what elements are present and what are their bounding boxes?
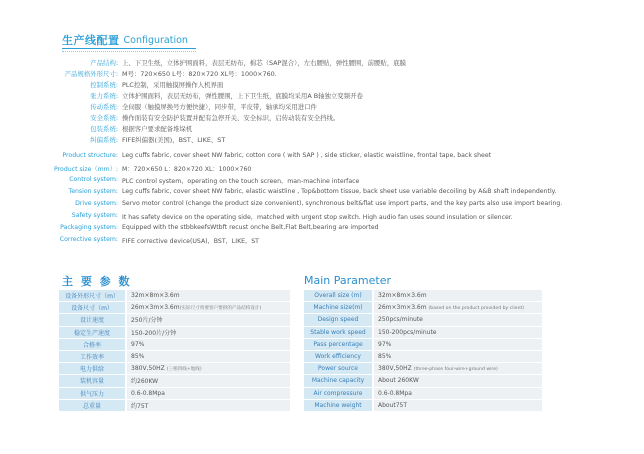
param-value: About 260KW [374, 375, 542, 387]
config-label-en: Product size（mm）: [54, 166, 118, 173]
table-row [59, 290, 290, 302]
config-value-en: M：720×650 L：820×720 XL：1000×760 [122, 166, 252, 173]
table-row [59, 314, 290, 326]
param-key: Work efficiency [304, 350, 372, 362]
config-row [0, 80, 223, 89]
config-row [0, 102, 317, 111]
config-label: 控制系统: [90, 81, 118, 89]
param-key: 合格率 [59, 338, 125, 350]
table-row [304, 290, 542, 302]
config-value-en: Servo motor control (change the product size convenient), synchronous belt&flat use import parts, and the key parts also use import bearing. [122, 200, 563, 207]
param-value: 85% [127, 350, 290, 362]
config-row [0, 124, 192, 133]
table-row [59, 326, 290, 338]
table-row [59, 363, 290, 375]
table-row [59, 399, 290, 411]
param-key: 稳定生产速度 [59, 326, 125, 338]
config-value-en: Leg cuffs fabric, cover sheet NW fabric, elastic waistline , Top&bottom tissue, back sheet use variable decoiling by A&B shaft independently. [122, 188, 557, 195]
config-label: 传动系统: [90, 103, 118, 111]
param-value: 250片/分钟 [127, 314, 290, 326]
config-row-en [0, 152, 491, 159]
table-row [304, 350, 542, 362]
config-row [0, 69, 277, 78]
param-key: Air compressure [304, 387, 372, 399]
table-row [304, 399, 542, 411]
header-title-cn: 生产线配置 [62, 34, 120, 47]
config-value-en: It has safety device on the operating side，matched with urgent stop switch. High audio fan uses sound insulation or silencer. [122, 214, 513, 221]
config-label-en: Drive system: [75, 200, 118, 207]
config-value: 根据客户要求配备堆垛机 [122, 125, 193, 133]
param-value: 约260KW [127, 375, 290, 387]
config-label-en: Control system: [69, 176, 118, 183]
table-row [304, 326, 542, 338]
config-row-en [0, 224, 379, 231]
param-value: 380V,50HZ (three-phase four-wire+ground wire) [374, 363, 542, 375]
config-value: M号：720×650 L号：820×720 XL号：1000×760. [122, 70, 277, 78]
config-row-en [0, 188, 556, 195]
config-label: 纠偏系统: [90, 136, 118, 144]
param-value: 26m×3m×3.6m(实际尺寸将要客户要供的产品结构设计) [127, 302, 290, 314]
config-value: FIFE纠偏器(美国)，BST、LIKE、ST [122, 136, 226, 144]
table-row [304, 314, 542, 326]
config-value-en: PLC control system，operating on the touch screen，man-machine interface [122, 178, 360, 185]
section-header [62, 30, 188, 50]
param-value: 97% [374, 338, 542, 350]
header-dotted-line [62, 51, 196, 52]
config-value: 全伺服（触摸屏换号方便快捷），同步带，平皮带，轴承均采用进口件 [122, 103, 317, 111]
param-key: 装机容量 [59, 375, 125, 387]
config-label-en: Packaging system: [60, 224, 118, 231]
table-row [304, 387, 542, 399]
table-row [59, 338, 290, 350]
main-parameter-table-cn [59, 290, 290, 412]
config-row-en [0, 236, 259, 245]
param-value: 85% [374, 350, 542, 362]
param-value: 26m×3m×3.6m (based on the product provided by client) [374, 302, 542, 314]
config-row [0, 135, 225, 144]
config-label-en: Product structure: [62, 152, 118, 159]
config-value: 操作面装有安全防护装置并配有急停开关、安全标识，启传动装有安全挡线。 [122, 114, 340, 122]
param-value: About75T [374, 399, 542, 411]
param-key: 设备外形尺寸（m） [59, 290, 125, 302]
param-key: Stable work speed [304, 326, 372, 338]
config-value: PLC控制，采用触摸屏操作人机界面 [122, 81, 224, 89]
config-row [0, 58, 406, 67]
param-key: Machine capacity [304, 375, 372, 387]
table-row [59, 302, 290, 314]
config-row-en [0, 176, 359, 185]
config-label: 张力系统: [90, 92, 118, 100]
main-parameter-title-cn: 主 要 参 数 [62, 275, 132, 288]
table-row [59, 375, 290, 387]
param-value: 380V,50HZ (三相四线+地线) [127, 363, 290, 375]
config-row [0, 91, 363, 100]
param-key: Overall size (m) [304, 290, 372, 302]
param-key: Machine weight [304, 399, 372, 411]
param-value: 32m×8m×3.6m [374, 290, 542, 302]
config-label: 产品结构: [90, 59, 118, 67]
main-parameter-table-en [304, 290, 542, 412]
param-key: Power source [304, 363, 372, 375]
table-row [304, 375, 542, 387]
config-row-en [0, 200, 562, 207]
param-key: 工作效率 [59, 350, 125, 362]
param-key: 设计速度 [59, 314, 125, 326]
param-key: Pass percentage [304, 338, 372, 350]
param-value: 约75T [127, 399, 290, 411]
param-key: Design speed [304, 314, 372, 326]
config-value-en: Leg cuffs fabric, cover sheet NW fabric, cotton core ( with SAP ) , side sticker, elastic waistline, frontal tape, back sheet [122, 152, 492, 159]
header-underline [62, 48, 196, 49]
config-label: 安全系统: [90, 114, 118, 122]
config-label: 产品规格外形尺寸: [64, 70, 118, 78]
param-key: Machine size(m) [304, 302, 372, 314]
config-value-en: FIFE corrective device(USA)，BST，LIKE，ST [122, 238, 259, 245]
config-value-en: Equipped with the stbbkeefsWtbft recust onche Belt,Flat Belt,bearing are imported [122, 224, 379, 231]
param-value: 150-200pcs/minute [374, 326, 542, 338]
config-value: 立体护围面料，表层无纺布，弹性腰围，上下卫生纸，底膜均采用A B轴独立变频开卷 [122, 92, 363, 100]
param-value: 32m×8m×3.6m [127, 290, 290, 302]
config-label-en: Safety system: [71, 212, 118, 219]
param-value: 250pcs/minute [374, 314, 542, 326]
config-label-en: Tension system: [68, 188, 118, 195]
table-row [304, 363, 542, 375]
table-row [59, 350, 290, 362]
config-row-en [0, 164, 251, 173]
param-value: 0.6-0.8Mpa [374, 387, 542, 399]
main-parameter-title-en: Main Parameter [304, 274, 391, 287]
config-label: 包装系统: [90, 125, 118, 133]
config-row-en [0, 212, 513, 221]
config-row [0, 113, 339, 122]
param-key: 电力供给 [59, 363, 125, 375]
param-key: 设备尺寸（m） [59, 302, 125, 314]
config-value: 上、下卫生纸，立体护围面料，表层无纺布，棉芯（SAP混合），左右腰贴，弹性腰围，前腰贴，底膜 [122, 59, 406, 67]
table-row [59, 387, 290, 399]
param-value: 150-200片/分钟 [127, 326, 290, 338]
table-row [304, 338, 542, 350]
param-value: 97% [127, 338, 290, 350]
config-label-en: Corrective system: [59, 236, 118, 243]
param-value: 0.6-0.8Mpa [127, 387, 290, 399]
param-key: 总重量 [59, 399, 125, 411]
header-title-en: Configuration [123, 34, 188, 46]
table-row [304, 302, 542, 314]
param-key: 供气压力 [59, 387, 125, 399]
